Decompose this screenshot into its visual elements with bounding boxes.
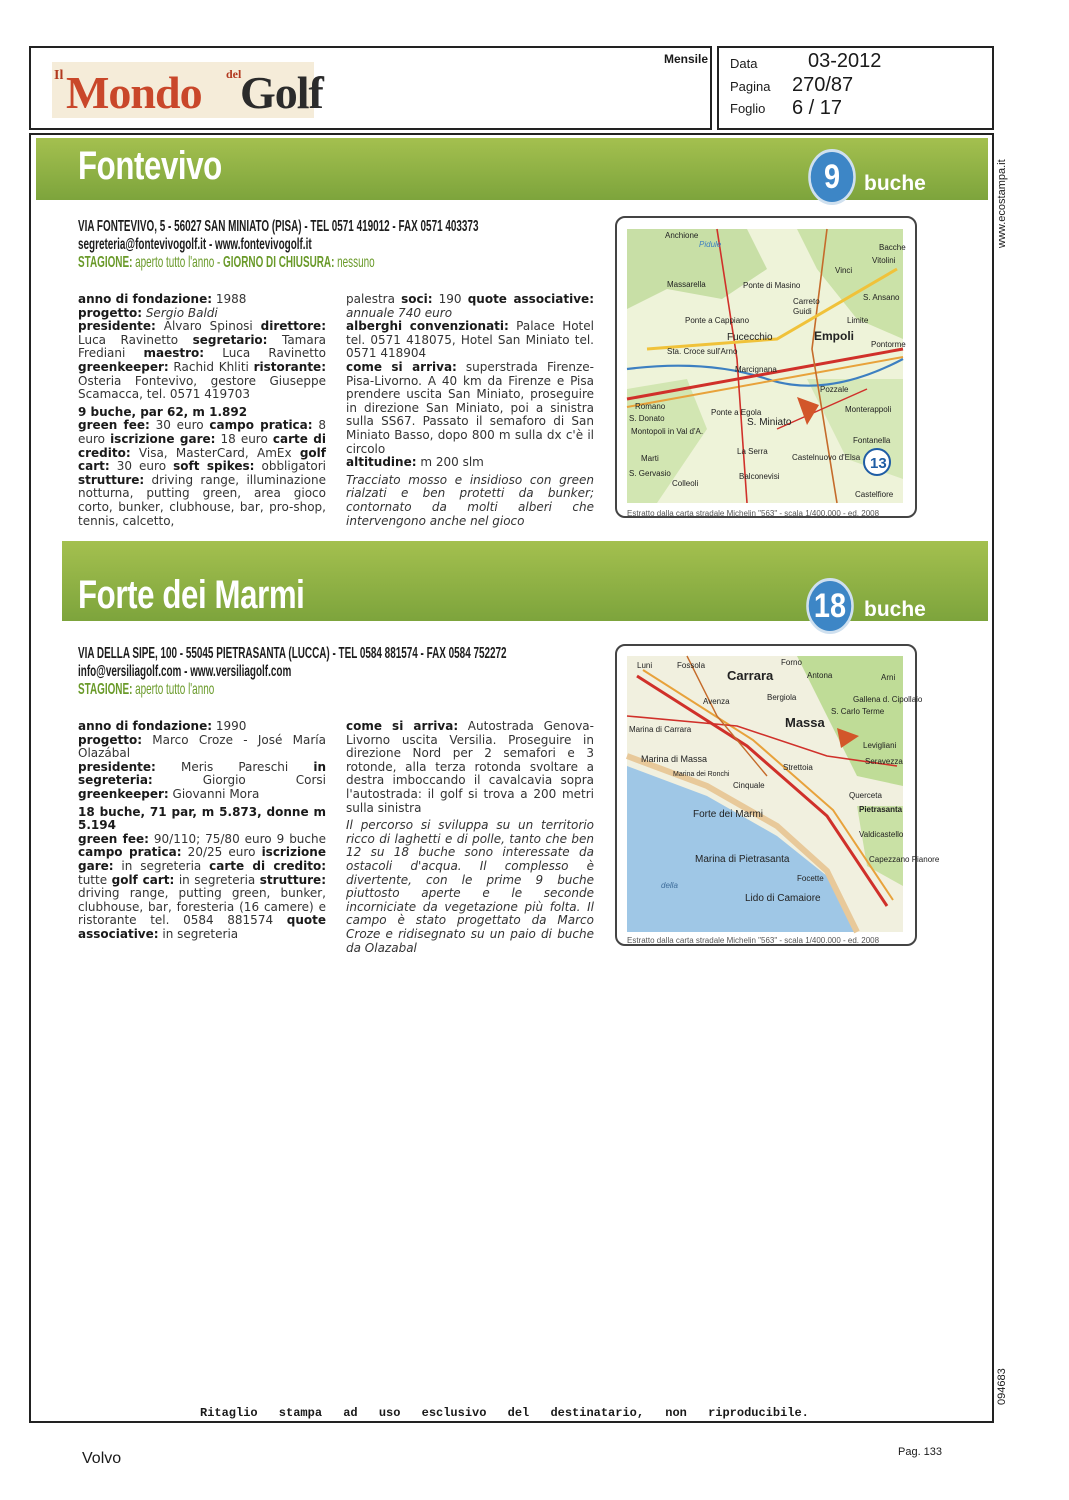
side-website: www.ecostampa.it bbox=[996, 159, 1008, 248]
map2-label: Marina dei Ronchi bbox=[673, 771, 730, 778]
map2-label: Valdicastello bbox=[859, 830, 904, 839]
map1-label: Pidule bbox=[699, 240, 722, 249]
reproduction-notice: Ritaglio stampa ad uso esclusivo del destinatario, non riproducibile. bbox=[200, 1406, 809, 1420]
forte-address: VIA DELLA SIPE, 100 - 55045 PIETRASANTA (LUCCA) - TEL 0584 881574 - FAX 0584 752272 bbox=[78, 645, 507, 662]
map2-label: Cinquale bbox=[733, 781, 765, 790]
fontevivo-contact bbox=[78, 218, 478, 272]
map1-label: Anchione bbox=[665, 231, 699, 240]
map1-label: Ponte di Masino bbox=[743, 281, 801, 290]
map1-label: Vinci bbox=[835, 266, 853, 275]
map1-label: Guidi bbox=[793, 307, 812, 316]
map2-label: Marina di Massa bbox=[641, 754, 708, 764]
map1-label: Pontorme bbox=[871, 340, 906, 349]
client-name: Volvo bbox=[82, 1450, 122, 1467]
map2-label: Marina di Carrara bbox=[629, 725, 692, 734]
forte-contact bbox=[78, 645, 507, 699]
map1-label: Castelfiore bbox=[855, 490, 894, 499]
map1-label: Montopoli in Val d'A. bbox=[631, 427, 704, 436]
map2-label: Querceta bbox=[849, 791, 882, 800]
map2-label: Gallena d. Cipollaio bbox=[853, 695, 923, 704]
map1-label: Monterappoli bbox=[845, 405, 892, 414]
map1-label: Pozzale bbox=[820, 385, 849, 394]
logo-golf: Golf bbox=[240, 67, 323, 118]
map2-label: Luni bbox=[637, 661, 653, 670]
map2-label: Massa bbox=[785, 715, 825, 730]
forte-map-caption: Estratto dalla carta stradale Michelin "563" - scala 1/400.000 - ed. 2008 bbox=[627, 936, 880, 945]
frequency-label: Mensile bbox=[664, 52, 709, 66]
logo-il: Il bbox=[54, 68, 64, 83]
map1-label: Limite bbox=[847, 316, 869, 325]
forte-season: STAGIONE: aperto tutto l'anno bbox=[78, 681, 215, 698]
map2-label: Focette bbox=[797, 874, 824, 883]
map1-label: S. Gervasio bbox=[629, 469, 671, 478]
logo-mondo: Mondo bbox=[66, 67, 202, 118]
page-number: Pag. 133 bbox=[898, 1446, 943, 1458]
fontevivo-holes-badge: 9 bbox=[808, 149, 856, 205]
logo-del: del bbox=[226, 67, 242, 81]
map2-label: S. Carlo Terme bbox=[831, 707, 885, 716]
map1-label: Vitolini bbox=[872, 256, 896, 265]
map1-label: Empoli bbox=[814, 329, 855, 343]
map2-label: Bergiola bbox=[767, 693, 797, 702]
map1-label: Balconevisi bbox=[739, 472, 780, 481]
fontevivo-holes-word: buche bbox=[864, 172, 926, 195]
map2-label: Fossola bbox=[677, 661, 706, 670]
map1-label: Romano bbox=[635, 402, 666, 411]
map2-label: Seravezza bbox=[865, 757, 903, 766]
foglio-label: Foglio bbox=[730, 101, 766, 116]
data-label: Data bbox=[730, 56, 758, 71]
map2-label: Forte dei Marmi bbox=[693, 809, 764, 820]
fontevivo-stats: 9 buche, par 62, m 1.892 bbox=[78, 404, 248, 419]
fontevivo-map-caption: Estratto dalla carta stradale Michelin "563" - scala 1/400.000 - ed. 2008 bbox=[627, 509, 880, 518]
map2-label: Avenza bbox=[703, 697, 730, 706]
magazine-logo bbox=[52, 62, 323, 118]
map1-label: Marcignana bbox=[735, 365, 777, 374]
map2-label: Marina di Pietrasanta bbox=[695, 854, 790, 865]
pagina-label: Pagina bbox=[730, 79, 771, 94]
map1-label: S. Ansano bbox=[863, 293, 900, 302]
map2-label: della bbox=[661, 881, 678, 890]
map1-label: Ponte a Cappiano bbox=[685, 316, 750, 325]
pagina-value: 270/87 bbox=[792, 74, 854, 96]
map2-label: Pietrasanta bbox=[859, 805, 903, 814]
map2-label: Levigliani bbox=[863, 741, 897, 750]
fontevivo-map bbox=[627, 229, 906, 503]
map1-label: Massarella bbox=[667, 280, 706, 289]
forte-stats: 18 buche, 71 par, m 5.873, donne m 5.194 bbox=[78, 804, 326, 833]
map1-label: Carreto bbox=[793, 297, 820, 306]
fontevivo-season: STAGIONE: aperto tutto l'anno - GIORNO DI CHIUSURA: nessuno bbox=[78, 254, 375, 271]
data-value: 03-2012 bbox=[808, 50, 882, 72]
map1-label: Ponte a Egola bbox=[711, 408, 762, 417]
map2-label: Arni bbox=[881, 673, 896, 682]
map2-label: Strettoia bbox=[783, 763, 813, 772]
map1-label: La Serra bbox=[737, 447, 768, 456]
map1-label: Castelnuovo d'Elsa bbox=[792, 453, 861, 462]
forte-column-1: anno di fondazione: 1990 progetto: Marco Croze - José María Olazábal presidente: Meris Pareschi in segreteria: Giorgio Corsi greenkeeper: Giovanni Mora 18 buche, 71 par, m 5.873, donne m 5.194 green fee: 90/110; 75/80 euro 9 buche campo pratica: 20/25 euro iscrizione gare: in segreteria carte di credito: tutte golf cart: in segreteria strutture: driving range, putting green, bunker, clubhouse, bar, foresteria (16 camere) e ristorante tel. 0584 881574 quote associative: in segreteria bbox=[78, 719, 327, 941]
fontevivo-title: Fontevivo bbox=[78, 144, 222, 188]
forte-column-2: come si arriva: Autostrada Genova-Livorno uscita Versilia. Proseguire in direzione Nord per 2 semafori e 3 rotonde, alla terza rotonda svoltare a destra imboccando il cavalcavia sopra l'autostrada: il golf si trova a 200 metri sulla sinistra Il percorso si sviluppa su un territorio ricco di laghetti e di polle, tanto che ben 12 su 18 buche sono interessate da ostacoli d'acqua. Il complesso è divertente, con le prime 9 buche piuttosto aperte e le seconde incorniciate da vegetazione più folta. Il campo è stato progettato da Marco Croze e ridisegnato su un paio di buche da Olazabal bbox=[346, 719, 594, 955]
map1-road-shield: 13 bbox=[870, 455, 887, 472]
map1-label: Marti bbox=[641, 454, 659, 463]
map1-label: S. Miniato bbox=[747, 417, 792, 428]
forte-map bbox=[627, 656, 940, 932]
fontevivo-web: segreteria@fontevivogolf.it - www.fontevivogolf.it bbox=[78, 236, 312, 253]
forte-holes-badge: 18 bbox=[806, 578, 854, 634]
map2-label: Forno bbox=[781, 658, 802, 667]
forte-web: info@versiliagolf.com - www.versiliagolf.com bbox=[78, 663, 292, 680]
map1-label: Sta. Croce sull'Arno bbox=[667, 347, 738, 356]
map1-label: Colleoli bbox=[672, 479, 699, 488]
side-code: 094683 bbox=[996, 1368, 1008, 1405]
foglio-value: 6 / 17 bbox=[792, 97, 843, 119]
fontevivo-address: VIA FONTEVIVO, 5 - 56027 SAN MINIATO (PISA) - TEL 0571 419012 - FAX 0571 403373 bbox=[78, 218, 479, 235]
fontevivo-description: Tracciato mosso e insidioso con green rialzati e ben protetti da bunker; contornato da molti alberi che intervengono anche nel gioco bbox=[346, 472, 594, 528]
map1-label: Fontanella bbox=[853, 436, 891, 445]
map1-label: S. Donato bbox=[629, 414, 665, 423]
map1-label: Bacche bbox=[879, 243, 906, 252]
map2-label: Lido di Camaiore bbox=[745, 893, 821, 904]
map2-label: Capezzano Pianore bbox=[869, 855, 940, 864]
forte-title: Forte dei Marmi bbox=[78, 573, 305, 617]
forte-description: Il percorso si sviluppa su un territorio ricco di laghetti e di polle, tanto che ben 12 su 18 buche sono interessate da ostacoli d'acqua. Il complesso è divertente, con le prime 9 buche piuttosto aperte e le seconde incorniciate da vegetazione più folta. Il campo è stato progettato da Marco Croze e ridisegnato su un paio di buche da Olazabal bbox=[346, 818, 594, 955]
forte-holes-word: buche bbox=[864, 598, 926, 621]
map1-label: Fucecchio bbox=[727, 332, 773, 343]
fontevivo-column-2: palestra soci: 190 quote associative: annuale 740 euro alberghi convenzionati: Palace Hotel tel. 0571 418075, Hotel San Miniato tel. 0571 418904 come si arriva: superstrada Firenze-Pisa-Livorno. A 40 km da Firenze e Pisa prendere uscita San Miniato, proseguire in direzione San Miniato, poi a sinistra sulla SS67. Passato il semaforo di San Miniato Basso, dopo 800 m sulla dx c'è il circolo altitudine: m 200 slm Tracciato mosso e insidioso con green rialzati e ben protetti da bunker; contornato da molti alberi che intervengono anche nel gioco bbox=[346, 292, 594, 528]
fontevivo-column-1: anno di fondazione: 1988 progetto: Sergio Baldi presidente: Alvaro Spinosi direttore: Luca Ravinetto segretario: Tamara Frediani maestro: Luca Ravinetto greenkeeper: Rachid Khliti ristorante: Osteria Fontevivo, gestore Giuseppe Scamacca, tel. 0571 419703 9 buche, par 62, m 1.892 green fee: 30 euro campo pratica: 8 euro iscrizione gare: 18 euro carte di credito: Visa, MasterCard, AmEx golf cart: 30 euro soft spikes: obbligatori strutture: driving range, illuminazione notturna, putting green, area gioco corto, bunker, clubhouse, bar, pro-shop, tennis, calcetto, bbox=[78, 292, 327, 528]
map2-label: Carrara bbox=[727, 668, 774, 683]
map2-label: Antona bbox=[807, 671, 833, 680]
